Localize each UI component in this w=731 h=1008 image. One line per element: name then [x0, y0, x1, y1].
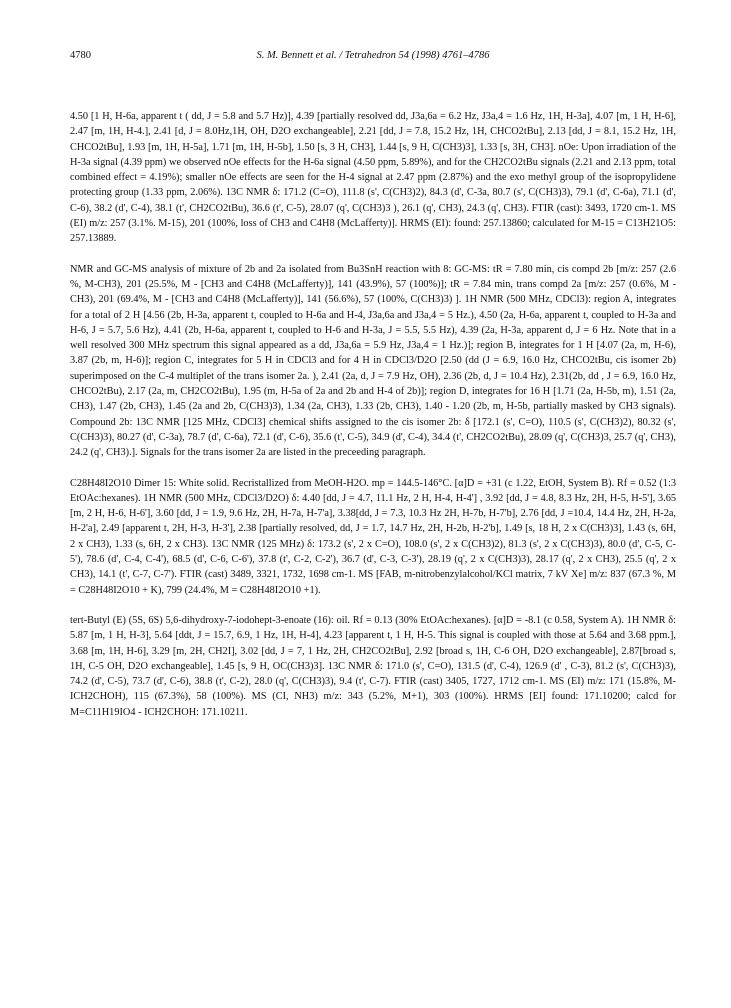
running-title: S. M. Bennett et al. / Tetrahedron 54 (1998) 4761–4786 [256, 50, 490, 61]
paragraph-dimer-15: C28H48I2O10 Dimer 15: White solid. Recristallized from MeOH-H2O. mp = 144.5-146°C. [α]D = +31 (c 1.22, EtOH, System B). Rf = 0.52 (1:3 EtOAc:hexanes). 1H NMR (500 MHz, CDCl3/D2O) δ: 4.40 [dd, J = 4.7, 11.1 Hz, 2 H, H-4, H-4'] , 3.92 [dd, J = 4.8, 8.3 Hz, 2H, H-5, H-5'], 3.65 [m, 2 H, H-6, H-6'], 3.60 [dd, J = 1.9, 9.6 Hz, 2H, H-7a, H-7'a], 3.38[dd, J = 7.3, 10.3 Hz 2H, H-7b, H-7'b], 2.76 [dd, J =10.4, 14.4 Hz, 2H, H-2a, H-2'a], 2.49 [apparent t, 2H, H-3, H-3'], 2.38 [partially resolved, dd, J = 1.7, 14.7 Hz, 2H, H-2b, H-2'b], 1.49 [s, 18 H, 2 x C(CH3)3], 1.43 (s, 6H, 2 x CH3), 1.33 (s, 6H, 2 x CH3). 13C NMR (125 MHz) δ: 173.2 (s', 2 x C=O), 108.0 (s', 2 x C(CH3)2), 81.3 (s', 2 x C(CH3)3), 80.0 (d', C-5, C-5'), 78.6 (d', C-4, C-4'), 68.5 (d', C-6, C-6'), 37.8 (t', C-2, C-2'), 36.7 (d', C-3, C-3'), 28.19 (q', 2 x C(CH3)3), 28.17 (q', 2 x CH3), 25.5 (q', 2 x CH3), 14.1 (t', C-7, C-7'). FTIR (cast) 3489, 3321, 1732, 1698 cm-1. MS [FAB, m-nitrobenzylalcohol/KCl matrix, 7 kV Xe] m/z: 837 (67.3 %, M = C28H48I2O10 + K), 799 (24.4%, M = C28H48I2O10 +1). [70, 477, 676, 596]
page-number: 4780 [70, 50, 91, 61]
page-body [70, 109, 676, 735]
paragraph-ketone-2a-data: 4.50 [1 H, H-6a, apparent t ( dd, J = 5.8 and 5.7 Hz)], 4.39 [partially resolved dd, J3a,6a = 6.2 Hz, J3a,4 = 1.6 Hz, 1H, H-3a], 4.07 [m, 1 H, H-6], 2.47 [m, 1H, H-4.], 2.41 [d, J = 8.0Hz,1H, OH, D2O exchangeable], 2.21 [dd, J = 7.8, 15.2 Hz, 1H, CHCO2tBu], 2.13 [dd, J = 8.1, 15.2 Hz, 1H, CHCO2tBu], 1.93 [m, 1H, H-5a], 1.71 [m, 1H, H-5b], 1.50 [s, 3 H, CH3], 1.44 [s, 9 H, C(CH3)3], 1.33 [s, 3H, CH3]. nOe: Upon irradiation of the H-3a signal (4.39 ppm) we observed nOe effects for the H-6a signal (4.50 ppm, 5.89%), and for the CH2CO2tBu signals (2.21 and 2.13 ppm, total combined effect = 4.19%); smaller nOe effects are seen for the H-4 signal at 2.47 ppm (2.87%) and the exo methyl group of the isopropylidene protecting group (1.33 ppm, 2.06%). 13C NMR δ: 171.2 (C=O), 111.8 (s', C(CH3)2), 84.3 (d', C-3a, 80.7 (s', C(CH3)3), 79.1 (d', C-6a), 71.1 (d', C-6), 38.2 (d', C-4), 38.1 (t', CH2CO2tBu), 36.6 (t', C-5), 28.07 (q', C(CH3)3 ), 26.1 (q', CH3), 24.3 (q', CH3). FTIR (cast): 3493, 1720 cm-1. MS (EI) m/z: 257 (3.1%. M-15), 201 (100%, loss of CH3 and C4H8 (McLafferty)]. HRMS (EI): found: 257.13860; calculated for M-15 = C13H21O5: 257.13889. [70, 111, 676, 245]
paragraph-mixture-analysis: NMR and GC-MS analysis of mixture of 2b and 2a isolated from Bu3SnH reaction with 8: GC-MS: tR = 7.80 min, cis compd 2b [m/z: 257 (2.6 %, M-CH3), 201 (25.5%, M - [CH3 and C4H8 (McLafferty)], 141 (43.9%), 57 (100%)]; tR = 7.84 min, trans compd 2a [m/z: 257 (0.6%, M - CH3), 201 (69.4%, M - [CH3 and C4H8 (McLafferty)], 141 (56.6%), 57 (100%, C(CH3)3) ]. 1H NMR (500 MHz, CDCl3): region A, integrates for a total of 2 H [4.56 (2b, H-3a, apparent t, coupled to H-6a and H-4, J3a,6a and J3a,4 = 5 Hz.), 4.50 (2a, H-6a, apparent t, coupled to H-3a and H-6, J = 5.7, 5.6 Hz), 4.41 (2b, H-6a, apparent t, coupled to H-6 and H-3a, J = 5.5, 5.5 Hz), 4.39 (2a, H-3a, apparent d, J = 6 Hz. Note that in a well resolved 300 MHz spectrum this signal appeared as a dd, J3a,6a = 5.9 Hz, J3a,4 = 1 Hz.)]; region B, integrates for 1 H [4.07 (2a, m, H-6), 3.87 (2b, m, H-6)]; region C, integrates for 5 H in CDCl3 and for 4 H in CDCl3/D2O [2.50 (dd (J = 6.9, 16.0 Hz, CHCO2tBu, cis isomer 2b) superimposed on the C-4 multiplet of the trans isomer 2a. ), 2.41 (2a, d, J = 7.9 Hz, OH), 2.36 (2b, d, J = 10.4 Hz), 2.31(2b, dd , J = 6.9, 16.0 Hz, CHCO2tBu), 2.17 (2a, m, CH2CO2tBu), 1.95 (m, H-5a of 2a and 2b and H-4 of 2b)]; region D, integrates for 16 H [1.71 (2a, H-5b, m), 1.51 (2a, CH3), 1.47 (2b, CH3), 1.45 (2a and 2b, C(CH3)3), 1.34 (2a, CH3), 1.33 (2b, CH3), 1.40 - 1.20 (2b, m, H-5b, partially masked by CH3 signals). Compound 2b: 13C NMR [125 MHz, CDCl3] chemical shifts assigned to the cis isomer 2b: δ [172.1 (s', C=O), 110.5 (s', C(CH3)2), 80.32 (s', C(CH3)3), 80.27 (d', C-3a), 78.7 (d', C-6a), 72.1 (d', C-6), 35.6 (t', C-5), 34.9 (d', C-4), 34.4 (t', CH2CO2tBu), 28.09 (q', C(CH3)3, 25.7 (q', CH3), 24.2 (q', CH3).]. Signals for the trans isomer 2a are listed in the preceeding paragraph. [70, 263, 676, 459]
running-header [70, 50, 676, 66]
paragraph-compound-16: tert-Butyl (E) (5S, 6S) 5,6-dihydroxy-7-iodohept-3-enoate (16): oil. Rf = 0.13 (30% EtOAc:hexanes). [α]D = -8.1 (c 0.58, System A). 1H NMR δ: 5.87 [m, 1 H, H-3], 5.64 [ddt, J = 15.7, 6.9, 1 Hz, 1H, H-4], 4.23 [apparent t, 1 H, H-5. This signal is coupled with those at 5.64 and 3.68 ppm.], 3.68 [m, 1H, H-6], 3.29 [m, 2H, CH2I], 3.02 [dd, J = 7, 1 Hz, 2H, CH2CO2tBu], 2.92 [broad s, 1H, C-6 OH, D2O exchangeable], 2.87[broad s, 1H, C-5 OH, D2O exchangeable], 1.45 [s, 9 H, OC(CH3)3]. 13C NMR δ: 171.0 (s', C=O), 131.5 (d', C-4), 126.9 (d' , C-3), 81.2 (s', C(CH3)3), 74.2 (d', C-5), 73.7 (d', C-6), 38.8 (t', C-2), 28.0 (q', C(CH3)3), 9.4 (t', C-7). FTIR (cast) 3405, 1727, 1712 cm-1. MS (EI) m/z: 171 (15.8%, M-ICH2CHOH), 115 (67.3%), 58 (100%). MS (CI, NH3) m/z: 343 (5.2%, M+1), 303 (100%). HRMS [EI] found: 171.10200; calcd for M=C11H19IO4 - ICH2CHOH: 171.10211. [70, 614, 676, 718]
